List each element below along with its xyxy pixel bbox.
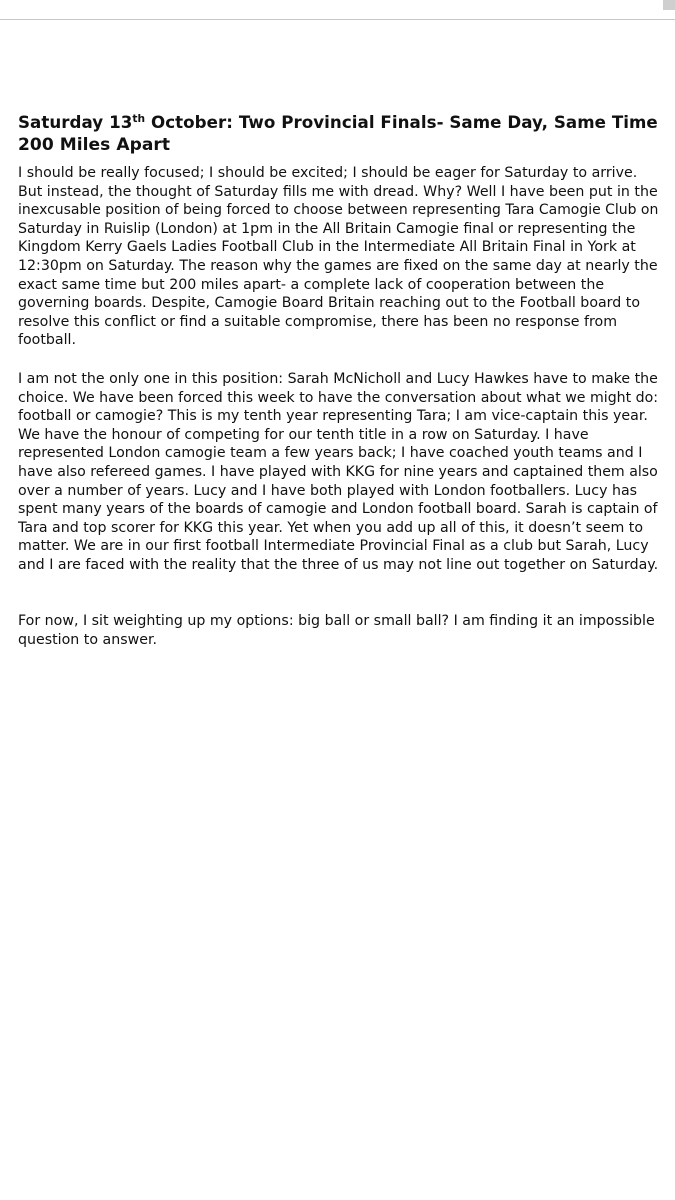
document-body [18, 164, 663, 650]
paragraph-line: Kingdom Kerry Gaels Ladies Football Club in the Intermediate All Britain Final in York at [18, 239, 636, 256]
paragraph-line: We have the honour of competing for our tenth title in a row on Saturday. I have [18, 426, 589, 443]
corner-tab [663, 0, 675, 10]
paragraph [18, 164, 663, 350]
paragraph-line: I am not the only one in this position: Sarah McNicholl and Lucy Hawkes have to make the [18, 370, 658, 387]
paragraph-line: football. [18, 332, 77, 349]
paragraph-line: Tara and top scorer for KKG this year. Yet when you add up all of this, it doesn’t seem to [18, 519, 644, 536]
paragraph-line: choice. We have been forced this week to have the conversation about what we might do: [18, 389, 659, 406]
paragraph [18, 612, 663, 649]
paragraph-line: inexcusable position of being forced to choose between representing Tara Camogie Club on [18, 202, 659, 219]
paragraph-line: resolve this conflict or find a suitable compromise, there has been no response from [18, 313, 618, 330]
heading-date: Saturday 13 [18, 113, 133, 133]
paragraph [18, 370, 663, 575]
paragraph-line: matter. We are in our first football Intermediate Provincial Final as a club but Sarah, Lucy [18, 538, 649, 555]
paragraph-line: exact same time but 200 miles apart- a complete lack of cooperation between the [18, 276, 605, 293]
heading-line-2: 200 Miles Apart [18, 135, 171, 155]
paragraph-line: question to answer. [18, 632, 158, 649]
paragraph-line: 12:30pm on Saturday. The reason why the games are fixed on the same day at nearly the [18, 257, 658, 274]
paragraph-line: represented London camogie team a few years back; I have coached youth teams and I [18, 445, 643, 462]
paragraph-line: For now, I sit weighting up my options: big ball or small ball? I am finding it an impossible [18, 613, 655, 630]
heading-line-1 [18, 112, 658, 134]
paragraph-line: and I are faced with the reality that the three of us may not line out together on Saturday. [18, 556, 659, 573]
heading-title: October: Two Provincial Finals- Same Day, Same Time [145, 113, 658, 133]
top-frame [0, 0, 675, 20]
paragraph-line: over a number of years. Lucy and I have both played with London footballers. Lucy has [18, 482, 638, 499]
paragraph-line: governing boards. Despite, Camogie Board Britain reaching out to the Football board to [18, 295, 641, 312]
paragraph-line: I should be really focused; I should be excited; I should be eager for Saturday to arrive. [18, 165, 638, 181]
document-heading [18, 112, 663, 156]
paragraph-line: spent many years of the boards of camogie and London football board. Sarah is captain of [18, 501, 658, 518]
paragraph-line: Saturday in Ruislip (London) at 1pm in the All Britain Camogie final or representing the [18, 220, 636, 237]
paragraph-line: football or camogie? This is my tenth year representing Tara; I am vice-captain this year. [18, 408, 648, 425]
document-page [18, 112, 663, 650]
paragraph-line: have also refereed games. I have played with KKG for nine years and captained them also [18, 463, 658, 480]
paragraph-line: But instead, the thought of Saturday fills me with dread. Why? Well I have been put in the [18, 183, 658, 200]
heading-ordinal: th [132, 112, 146, 125]
